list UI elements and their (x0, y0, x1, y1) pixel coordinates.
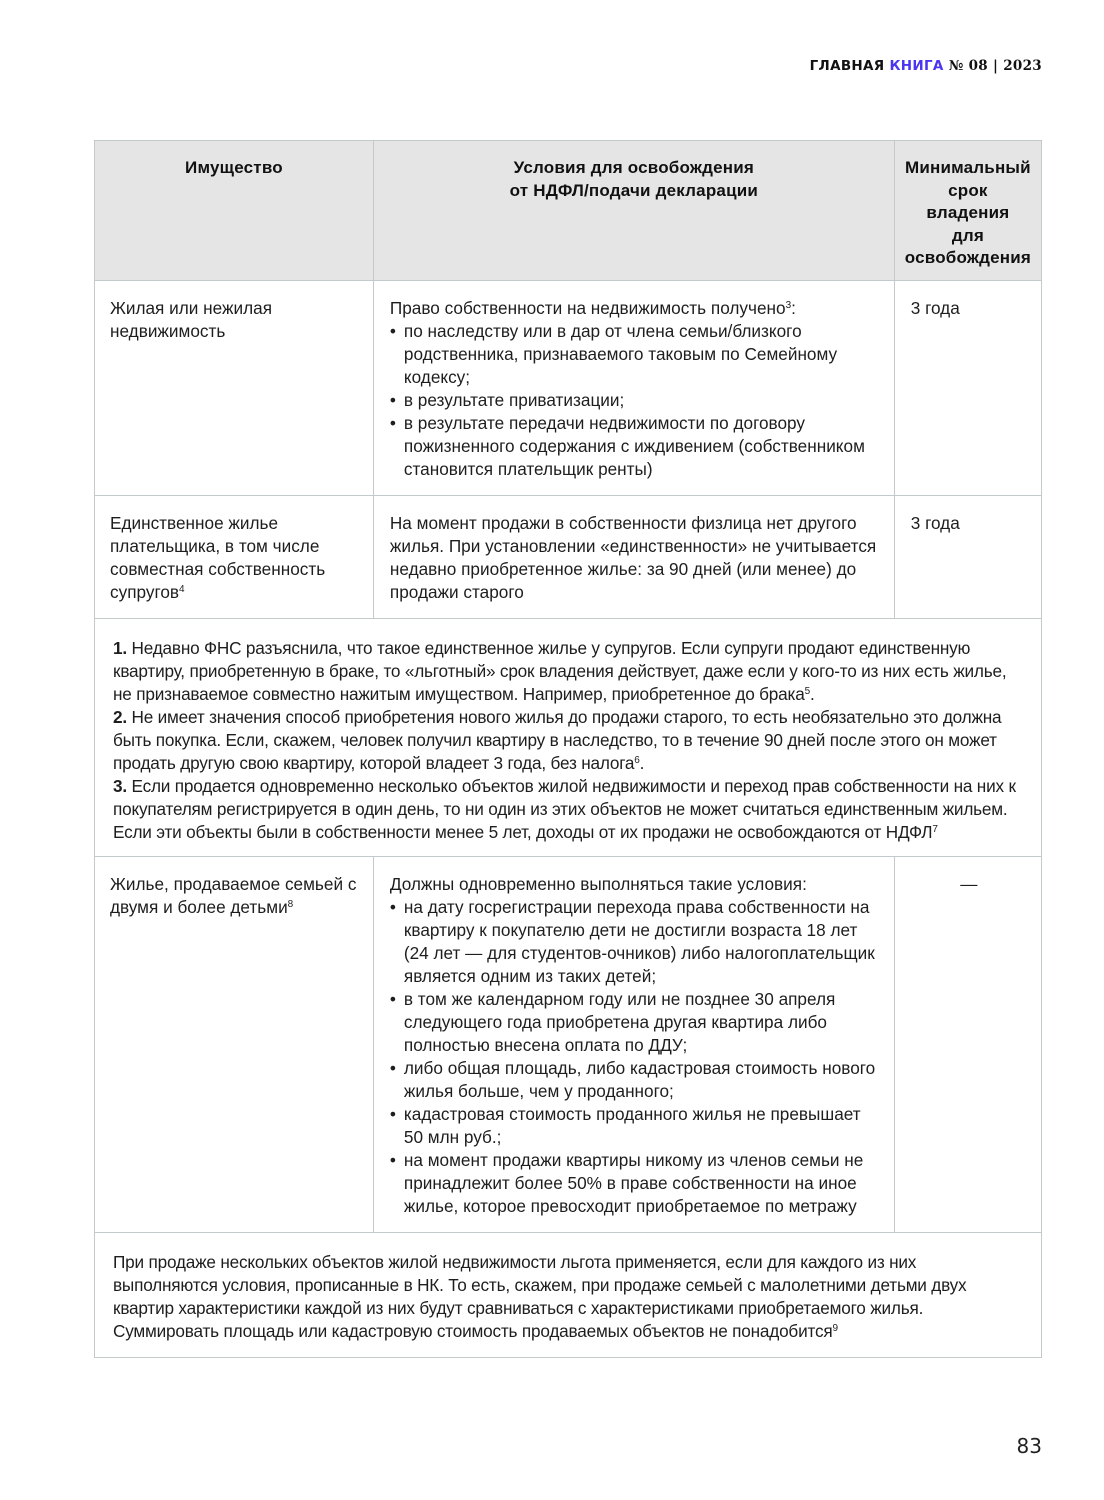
conditions-cell (373, 280, 894, 495)
conditions-cell (373, 856, 894, 1232)
property-text: Жилье, продаваемое семьей с двумя и более детьми (110, 873, 357, 917)
conditions-intro: Должны одновременно выполняться такие условия: (389, 873, 807, 894)
conditions-list (390, 896, 880, 1218)
table-note-row (95, 618, 1042, 856)
conditions-intro: Право собственности на недвижимость получено$^3$: (389, 297, 796, 318)
note-item-1: 1. Недавно ФНС разъяснила, что такое единственное жилье у супругов. Если супруги продают единственную квартиру, приобретенную в браке, то «льготный» срок владения действует, даже если у кого-то из них есть жилье, не признаваемое совместно нажитым имуществом. Например, приобретенное до брака$^5$. (113, 637, 1007, 704)
min-term-value: — (960, 873, 978, 894)
header-property: Имущество (95, 141, 374, 281)
header-conditions (373, 141, 894, 281)
header-conditions-line1: Условия для освобождения (513, 158, 754, 177)
list-item: • по наследству или в дар от члена семьи/близкого родственника, признаваемого таковым по Семейному кодексу; (390, 320, 880, 389)
header-min-term-line2: срок владения (926, 180, 1010, 222)
list-item: • в результате приватизации; (390, 389, 880, 412)
issue-number: № 08 | 2023 (948, 58, 1042, 74)
header-conditions-line2: от НДФЛ/подачи декларации (509, 180, 759, 200)
header-min-term-line3: для освобождения (904, 225, 1032, 267)
list-item: • в результате передачи недвижимости по договору пожизненного содержания с иждивением (собственником становится плательщик ренты) (390, 412, 880, 481)
page-number: 83 (1016, 1434, 1042, 1458)
masthead (810, 58, 1042, 74)
conditions-cell (373, 495, 894, 618)
list-item: • на момент продажи квартиры никому из членов семьи не принадлежит более 50% в праве собственности на иное жилье, которое превосходит приобретаемое по метражу (390, 1149, 880, 1218)
table-note-row (95, 1232, 1042, 1357)
header-min-term (894, 141, 1041, 281)
property-cell (95, 495, 374, 618)
table-row (95, 495, 1042, 618)
table-row (95, 856, 1042, 1232)
conditions-list (390, 320, 880, 481)
min-term-cell (894, 280, 1041, 495)
property-text: Жилая или нежилая недвижимость (110, 297, 272, 341)
footnote-ref: 8 (287, 898, 294, 910)
header-min-term-line1: Минимальный (904, 158, 1031, 177)
footnote-ref: 3 (785, 299, 792, 311)
list-item: • в том же календарном году или не позднее 30 апреля следующего года приобретена другая квартира либо полностью внесена оплата по ДДУ; (390, 988, 880, 1057)
min-term-value: 3 года (910, 297, 960, 318)
brand-name-part1: ГЛАВНАЯ (809, 58, 885, 74)
note-item-3: 3. Если продается одновременно несколько объектов жилой недвижимости и переход прав собственности на них к покупателям регистрируется в один день, то ни один из этих объектов не может считаться единственным жильем. Если эти объекты были в собственности менее 5 лет, доходы от их продажи не освобождаются от НДФЛ$^7$ (113, 775, 1016, 842)
list-item: • либо общая площадь, либо кадастровая стоимость нового жилья больше, чем у проданного; (390, 1057, 880, 1103)
brand-name-part2: КНИГА (889, 58, 944, 74)
footnote-ref: 6 (634, 754, 640, 766)
footnote-ref: 7 (932, 823, 938, 835)
note-cell (95, 1232, 1042, 1357)
property-cell (95, 280, 374, 495)
min-term-value: 3 года (910, 512, 960, 533)
property-text: Единственное жилье плательщика, в том числе совместная собственность супругов (110, 512, 326, 602)
min-term-cell (894, 495, 1041, 618)
conditions-text: На момент продажи в собственности физлица нет другого жилья. При установлении «единственности» не учитывается недавно приобретенное жилье: за 90 дней (или менее) до продажи старого (389, 512, 877, 602)
footnote-ref: 5 (804, 685, 810, 697)
tax-exemption-table (94, 140, 1042, 1358)
property-cell (95, 856, 374, 1232)
note-cell (95, 618, 1042, 856)
footnote-ref: 9 (832, 1322, 838, 1334)
min-term-cell (894, 856, 1041, 1232)
footnote-ref: 4 (179, 583, 185, 595)
list-item: • кадастровая стоимость проданного жилья не превышает 50 млн руб.; (390, 1103, 880, 1149)
note-text: При продаже нескольких объектов жилой недвижимости льгота применяется, если для каждого из них выполняются условия, прописанные в НК. То есть, скажем, при продаже семьей с малолетними детьми двух квартир характеристики каждой из них будут сравниваться с характеристиками приобретаемого жилья. Суммировать площадь или кадастровую стоимость продаваемых объектов не понадобится (113, 1251, 967, 1341)
list-item: • на дату госрегистрации перехода права собственности на квартиру к покупателю дети не достигли возраста 18 лет (24 лет — для студентов-очников) либо налогоплательщик является одним из таких детей; (390, 896, 880, 988)
table-header-row (95, 141, 1042, 281)
note-item-2: 2. Не имеет значения способ приобретения нового жилья до продажи старого, то есть необязательно это должна быть покупка. Если, скажем, человек получил квартиру в наследство, то в течение 90 дней после этого он может продать другую свою квартиру, которой владеет 3 года, без налога$^6$. (113, 706, 1002, 773)
table-row (95, 280, 1042, 495)
